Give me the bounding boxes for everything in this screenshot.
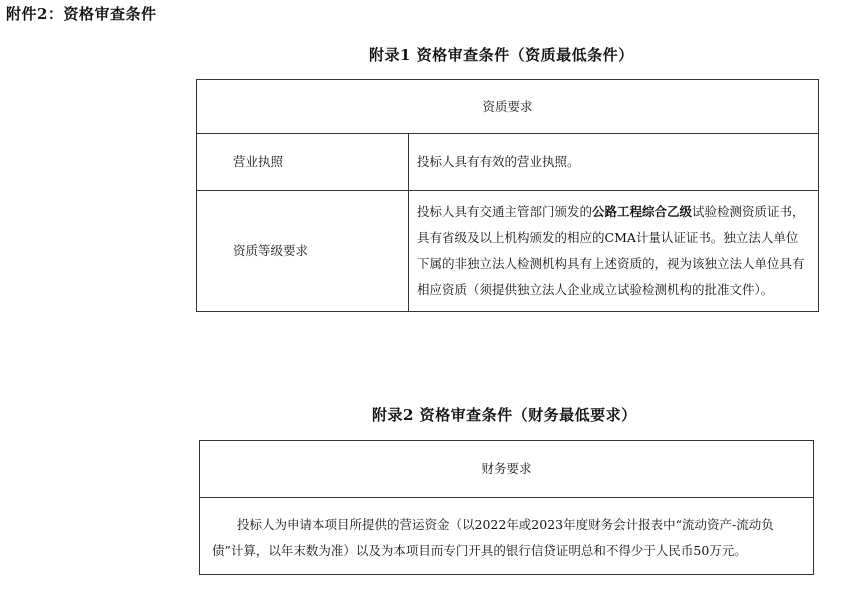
qualification-text-before: 投标人具有交通主管部门颁发的 (417, 204, 593, 219)
qualification-highlight: 公路工程综合乙级 (592, 204, 693, 219)
qualification-text-after: 试验检测资质证书，具有省级及以上机构颁发的相应的CMA计量认证证书。独立法人单位下属的非独立法人检测机构具有上述资质的，视为该独立法人单位具有相应资质（须提供独立法人企业成立试验检测机构的批准文件）。 (417, 204, 805, 297)
table-row (197, 134, 819, 191)
row-content-qualification-level (409, 191, 819, 312)
financial-requirement-text: 投标人为申请本项目所提供的营运资金（以2022年或2023年度财务会计报表中“流动资产-流动负债”计算，以年末数为准）以及为本项目而专门开具的银行信贷证明总和不得少于人民币50万元。 (200, 498, 814, 575)
row-label-business-license: 营业执照 (197, 134, 409, 191)
financial-header: 财务要求 (200, 441, 814, 498)
table-row (197, 191, 819, 312)
appendix1-title: 附录1 资格审查条件（资质最低条件） (369, 46, 634, 64)
appendix2-title: 附录2 资格审查条件（财务最低要求） (372, 406, 637, 424)
row-label-qualification-level: 资质等级要求 (197, 191, 409, 312)
qualification-table (196, 79, 819, 312)
qualification-header: 资质要求 (197, 80, 819, 134)
financial-table (199, 440, 814, 575)
document-heading: 附件2：资格审查条件 (6, 5, 157, 23)
table-row (200, 498, 814, 575)
row-content-business-license: 投标人具有有效的营业执照。 (409, 134, 819, 191)
table-header-row (200, 441, 814, 498)
table-header-row (197, 80, 819, 134)
